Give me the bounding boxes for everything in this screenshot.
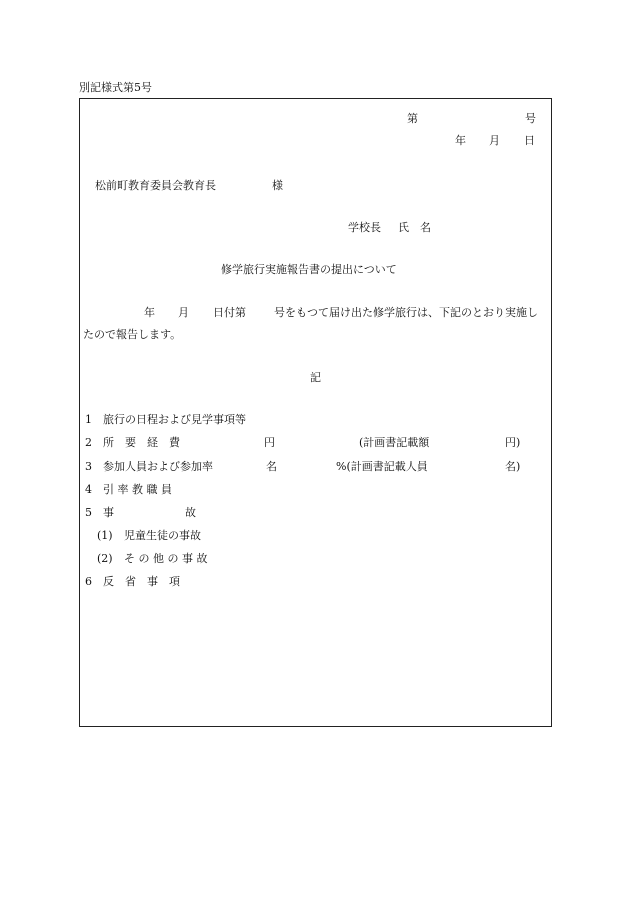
body-text-line1: 号をもつて届け出た修学旅行は、下記のとおり実施し [274,306,538,319]
date-month: 月 [489,134,500,147]
body-text-line2: たので報告します。 [83,328,182,341]
date-year: 年 [455,134,466,147]
body-year: 年 [144,306,155,319]
item-5-1-number: (1) [97,529,113,542]
item-3-number: 3 [85,460,92,473]
item-1-number: 1 [85,413,92,426]
item-5-label-b: 故 [185,506,196,519]
document-number-suffix: 号 [525,112,536,125]
item-2-note-close: 円) [505,436,521,449]
ki-heading: 記 [310,371,321,384]
item-4-number: 4 [85,483,92,496]
item-2-number: 2 [85,436,92,449]
sender-title: 学校長 [348,221,381,234]
item-4-label: 引 率 教 職 員 [103,483,172,496]
body-date-number: 日付第 [213,306,246,319]
item-2-unit: 円 [264,436,275,449]
subject-title: 修学旅行実施報告書の提出について [221,263,397,276]
item-2-note-open: (計画書記載額 [359,436,430,449]
date-day: 日 [524,134,535,147]
addressee-honorific: 様 [272,179,283,192]
body-month: 月 [178,306,189,319]
addressee-name: 松前町教育委員会教育長 [95,179,216,192]
item-5-2-number: (2) [97,552,113,565]
document-number-prefix: 第 [407,112,418,125]
form-number-label: 別記様式第5号 [79,81,152,94]
item-5-number: 5 [85,506,92,519]
item-1-label: 旅行の日程および見学事項等 [103,413,246,426]
sender-name-label: 氏 名 [398,221,431,234]
item-2-label: 所 要 経 費 [103,436,180,449]
item-5-1-label: 児童生徒の事故 [124,529,201,542]
item-3-note-open: %(計画書記載人員 [336,460,428,473]
item-5-label-a: 事 [103,506,114,519]
item-3-unit: 名 [266,460,277,473]
item-3-note-close: 名) [505,460,521,473]
item-6-label: 反 省 事 項 [103,575,180,588]
item-5-2-label: そ の 他 の 事 故 [124,552,208,565]
item-3-label: 参加人員および参加率 [103,460,213,473]
item-6-number: 6 [85,575,92,588]
